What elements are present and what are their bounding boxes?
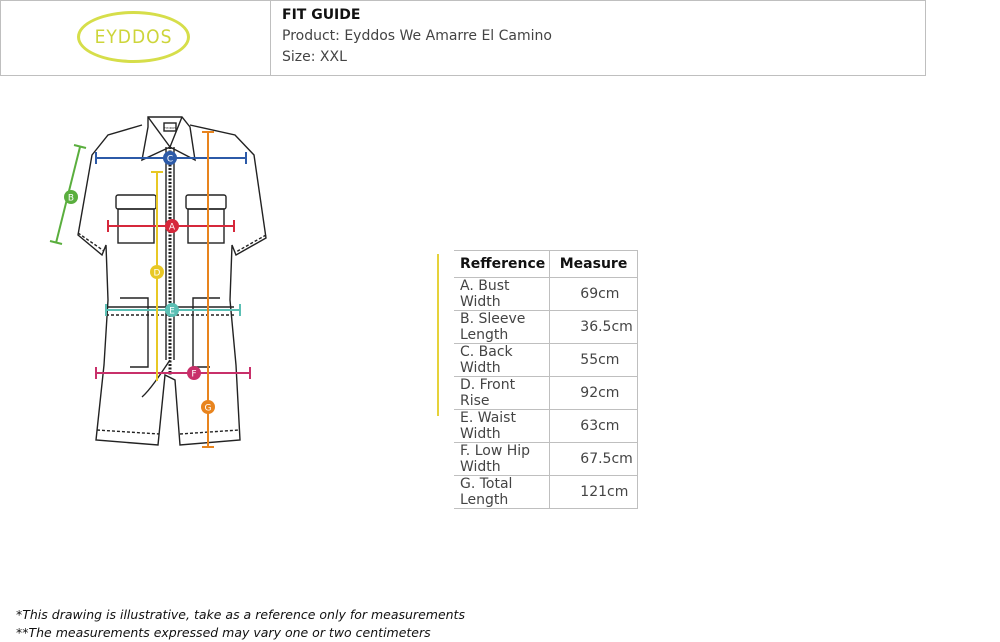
table-row bbox=[454, 311, 637, 344]
table-row bbox=[454, 344, 637, 377]
table-row bbox=[454, 278, 637, 311]
measurement-lines bbox=[50, 132, 250, 447]
reference-cell: A. Bust Width bbox=[454, 278, 550, 311]
marker-a-label: A bbox=[168, 222, 176, 233]
table-row bbox=[454, 410, 637, 443]
marker-f-label: F bbox=[191, 369, 197, 380]
reference-cell: G. Total Length bbox=[454, 476, 550, 509]
jumpsuit-outline bbox=[78, 117, 266, 445]
table-row bbox=[454, 443, 637, 476]
measurement-table bbox=[454, 250, 638, 509]
column-header-measure: Measure bbox=[550, 251, 638, 278]
marker-c-label: C bbox=[166, 154, 174, 165]
marker-g-label: G bbox=[204, 403, 212, 414]
measure-cell: 92cm bbox=[550, 377, 638, 410]
brand-logo bbox=[77, 11, 190, 63]
reference-cell: F. Low Hip Width bbox=[454, 443, 550, 476]
marker-e-label: E bbox=[169, 306, 175, 317]
marker-b-label: B bbox=[67, 193, 75, 204]
marker-d-label: D bbox=[153, 268, 161, 279]
measure-cell: 55cm bbox=[550, 344, 638, 377]
reference-cell: C. Back Width bbox=[454, 344, 550, 377]
logo-cell bbox=[1, 1, 271, 75]
table-row bbox=[454, 377, 637, 410]
reference-cell: D. Front Rise bbox=[454, 377, 550, 410]
fit-guide-header bbox=[0, 0, 926, 76]
measure-cell: 63cm bbox=[550, 410, 638, 443]
table-header-row bbox=[454, 251, 637, 278]
reference-cell: E. Waist Width bbox=[454, 410, 550, 443]
measure-cell: 67.5cm bbox=[550, 443, 638, 476]
measure-cell: 36.5cm bbox=[550, 311, 638, 344]
column-header-reference: Refference bbox=[454, 251, 550, 278]
accent-bar bbox=[437, 254, 439, 416]
reference-cell: B. Sleeve Length bbox=[454, 311, 550, 344]
brand-logo-text: EYDDOS bbox=[94, 26, 173, 48]
fit-guide-title: FIT GUIDE bbox=[282, 7, 361, 23]
product-size: Size: XXL bbox=[282, 49, 347, 65]
product-info bbox=[282, 5, 552, 68]
product-name: Product: Eyddos We Amarre El Camino bbox=[282, 28, 552, 44]
garment-tag: EYDDOS bbox=[163, 126, 177, 130]
measure-cell: 121cm bbox=[550, 476, 638, 509]
table-row bbox=[454, 476, 637, 509]
measure-cell: 69cm bbox=[550, 278, 638, 311]
footnotes bbox=[16, 606, 465, 642]
garment-drawing bbox=[30, 105, 290, 455]
footnote-variation: **The measurements expressed may vary one or two centimeters bbox=[16, 625, 431, 640]
footnote-illustrative: *This drawing is illustrative, take as a reference only for measurements bbox=[16, 607, 465, 622]
